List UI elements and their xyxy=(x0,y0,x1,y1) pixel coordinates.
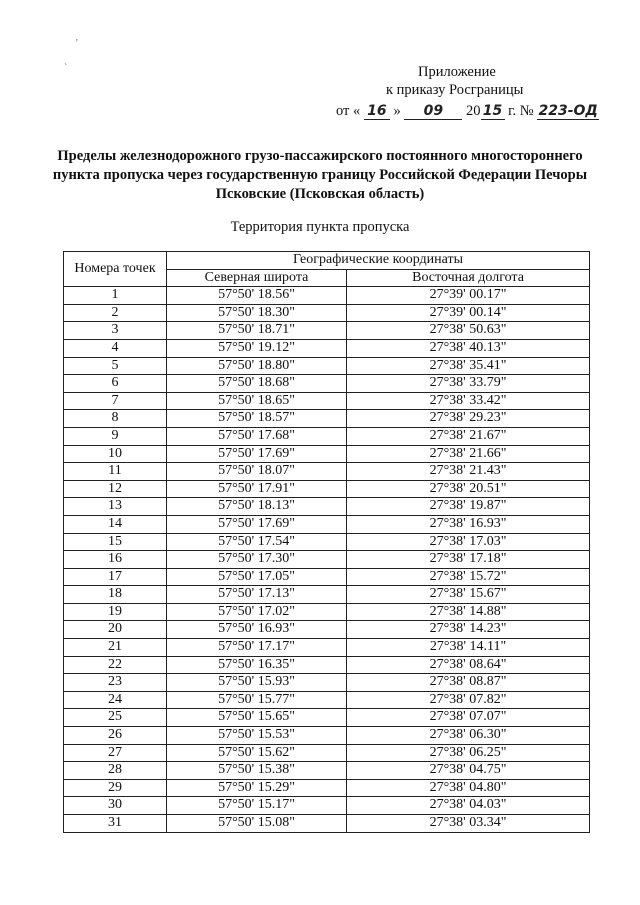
latitude-cell: 57°50' 18.71" xyxy=(167,322,347,340)
longitude-cell: 27°38' 06.30" xyxy=(347,727,590,745)
latitude-cell: 57°50' 18.56" xyxy=(167,287,347,305)
table-row xyxy=(64,287,590,305)
document-subtitle: Территория пункта пропуска xyxy=(230,219,410,235)
point-number-cell: 19 xyxy=(64,603,167,621)
latitude-cell: 57°50' 15.38" xyxy=(167,762,347,780)
table-row xyxy=(64,762,590,780)
latitude-cell: 57°50' 18.07" xyxy=(167,463,347,481)
longitude-cell: 27°38' 50.63" xyxy=(347,322,590,340)
order-month: 09 xyxy=(404,103,462,120)
table-row xyxy=(64,375,590,393)
header-point-number: Номера точек xyxy=(64,252,167,287)
point-number-cell: 21 xyxy=(64,639,167,657)
order-date-number: от « 16 » 09 20 15 г. № 223-ОД xyxy=(336,103,598,119)
longitude-cell: 27°38' 19.87" xyxy=(347,498,590,516)
table-row xyxy=(64,339,590,357)
point-number-cell: 18 xyxy=(64,586,167,604)
point-number-cell: 7 xyxy=(64,392,167,410)
latitude-cell: 57°50' 18.13" xyxy=(167,498,347,516)
longitude-cell: 27°38' 07.82" xyxy=(347,691,590,709)
table-row xyxy=(64,656,590,674)
longitude-cell: 27°38' 04.80" xyxy=(347,779,590,797)
point-number-cell: 10 xyxy=(64,445,167,463)
longitude-cell: 27°38' 29.23" xyxy=(347,410,590,428)
longitude-cell: 27°38' 14.23" xyxy=(347,621,590,639)
latitude-cell: 57°50' 18.30" xyxy=(167,304,347,322)
longitude-cell: 27°38' 40.13" xyxy=(347,339,590,357)
point-number-cell: 6 xyxy=(64,375,167,393)
longitude-cell: 27°38' 21.66" xyxy=(347,445,590,463)
point-number-cell: 22 xyxy=(64,656,167,674)
point-number-cell: 31 xyxy=(64,815,167,833)
latitude-cell: 57°50' 19.12" xyxy=(167,339,347,357)
point-number-cell: 30 xyxy=(64,797,167,815)
appendix-label: Приложение xyxy=(418,64,496,80)
coordinates-table xyxy=(63,251,590,833)
table-row xyxy=(64,674,590,692)
header-geo-coords: Географические координаты xyxy=(167,252,590,270)
latitude-cell: 57°50' 15.29" xyxy=(167,779,347,797)
latitude-cell: 57°50' 17.13" xyxy=(167,586,347,604)
latitude-cell: 57°50' 18.65" xyxy=(167,392,347,410)
latitude-cell: 57°50' 17.30" xyxy=(167,551,347,569)
table-row xyxy=(64,586,590,604)
point-number-cell: 24 xyxy=(64,691,167,709)
point-number-cell: 16 xyxy=(64,551,167,569)
latitude-cell: 57°50' 16.93" xyxy=(167,621,347,639)
table-row xyxy=(64,568,590,586)
longitude-cell: 27°38' 14.11" xyxy=(347,639,590,657)
latitude-cell: 57°50' 15.77" xyxy=(167,691,347,709)
point-number-cell: 4 xyxy=(64,339,167,357)
point-number-cell: 2 xyxy=(64,304,167,322)
longitude-cell: 27°38' 15.67" xyxy=(347,586,590,604)
table-row xyxy=(64,410,590,428)
table-row xyxy=(64,779,590,797)
point-number-cell: 11 xyxy=(64,463,167,481)
longitude-cell: 27°38' 33.42" xyxy=(347,392,590,410)
latitude-cell: 57°50' 17.69" xyxy=(167,515,347,533)
longitude-cell: 27°38' 20.51" xyxy=(347,480,590,498)
longitude-cell: 27°38' 21.67" xyxy=(347,427,590,445)
latitude-cell: 57°50' 15.17" xyxy=(167,797,347,815)
longitude-cell: 27°38' 04.75" xyxy=(347,762,590,780)
point-number-cell: 1 xyxy=(64,287,167,305)
longitude-cell: 27°38' 06.25" xyxy=(347,744,590,762)
point-number-cell: 17 xyxy=(64,568,167,586)
table-row xyxy=(64,691,590,709)
table-row xyxy=(64,815,590,833)
scan-speck: ` xyxy=(64,63,68,74)
table-row xyxy=(64,357,590,375)
point-number-cell: 9 xyxy=(64,427,167,445)
header-longitude: Восточная долгота xyxy=(347,269,590,287)
longitude-cell: 27°38' 17.03" xyxy=(347,533,590,551)
latitude-cell: 57°50' 16.35" xyxy=(167,656,347,674)
longitude-cell: 27°38' 07.07" xyxy=(347,709,590,727)
latitude-cell: 57°50' 15.62" xyxy=(167,744,347,762)
point-number-cell: 13 xyxy=(64,498,167,516)
table-row xyxy=(64,515,590,533)
latitude-cell: 57°50' 18.57" xyxy=(167,410,347,428)
latitude-cell: 57°50' 15.08" xyxy=(167,815,347,833)
table-row xyxy=(64,621,590,639)
point-number-cell: 8 xyxy=(64,410,167,428)
longitude-cell: 27°38' 21.43" xyxy=(347,463,590,481)
latitude-cell: 57°50' 18.80" xyxy=(167,357,347,375)
order-number: 223-ОД xyxy=(538,103,598,119)
longitude-cell: 27°39' 00.14" xyxy=(347,304,590,322)
table-row xyxy=(64,322,590,340)
longitude-cell: 27°38' 15.72" xyxy=(347,568,590,586)
table-row xyxy=(64,463,590,481)
table-row xyxy=(64,639,590,657)
point-number-cell: 29 xyxy=(64,779,167,797)
latitude-cell: 57°50' 17.69" xyxy=(167,445,347,463)
longitude-cell: 27°38' 33.79" xyxy=(347,375,590,393)
table-row xyxy=(64,304,590,322)
order-day: 16 xyxy=(364,103,390,120)
table-row xyxy=(64,744,590,762)
longitude-cell: 27°39' 00.17" xyxy=(347,287,590,305)
table-row xyxy=(64,533,590,551)
point-number-cell: 15 xyxy=(64,533,167,551)
point-number-cell: 28 xyxy=(64,762,167,780)
longitude-cell: 27°38' 03.34" xyxy=(347,815,590,833)
longitude-cell: 27°38' 04.03" xyxy=(347,797,590,815)
point-number-cell: 14 xyxy=(64,515,167,533)
latitude-cell: 57°50' 17.91" xyxy=(167,480,347,498)
table-row xyxy=(64,797,590,815)
scan-speck: ' xyxy=(76,38,78,49)
point-number-cell: 25 xyxy=(64,709,167,727)
order-reference: к приказу Росграницы xyxy=(386,82,524,98)
point-number-cell: 26 xyxy=(64,727,167,745)
point-number-cell: 20 xyxy=(64,621,167,639)
point-number-cell: 12 xyxy=(64,480,167,498)
table-row xyxy=(64,392,590,410)
latitude-cell: 57°50' 17.05" xyxy=(167,568,347,586)
longitude-cell: 27°38' 08.87" xyxy=(347,674,590,692)
header-latitude: Северная широта xyxy=(167,269,347,287)
table-row xyxy=(64,480,590,498)
longitude-cell: 27°38' 35.41" xyxy=(347,357,590,375)
latitude-cell: 57°50' 15.93" xyxy=(167,674,347,692)
latitude-cell: 57°50' 15.53" xyxy=(167,727,347,745)
point-number-cell: 3 xyxy=(64,322,167,340)
table-row xyxy=(64,427,590,445)
latitude-cell: 57°50' 17.17" xyxy=(167,639,347,657)
longitude-cell: 27°38' 08.64" xyxy=(347,656,590,674)
table-row xyxy=(64,727,590,745)
latitude-cell: 57°50' 15.65" xyxy=(167,709,347,727)
table-row xyxy=(64,445,590,463)
latitude-cell: 57°50' 17.54" xyxy=(167,533,347,551)
latitude-cell: 57°50' 17.68" xyxy=(167,427,347,445)
point-number-cell: 23 xyxy=(64,674,167,692)
point-number-cell: 5 xyxy=(64,357,167,375)
longitude-cell: 27°38' 17.18" xyxy=(347,551,590,569)
longitude-cell: 27°38' 16.93" xyxy=(347,515,590,533)
table-row xyxy=(64,603,590,621)
table-row xyxy=(64,498,590,516)
latitude-cell: 57°50' 17.02" xyxy=(167,603,347,621)
longitude-cell: 27°38' 14.88" xyxy=(347,603,590,621)
table-row xyxy=(64,709,590,727)
latitude-cell: 57°50' 18.68" xyxy=(167,375,347,393)
table-row xyxy=(64,551,590,569)
point-number-cell: 27 xyxy=(64,744,167,762)
order-year: 15 xyxy=(481,103,505,120)
document-title: Пределы железнодорожного грузо-пассажирского постоянного многостороннего пункта пропуска через государственную границу Российской Федерации Печоры Псковские (Псковская область) xyxy=(52,148,588,202)
